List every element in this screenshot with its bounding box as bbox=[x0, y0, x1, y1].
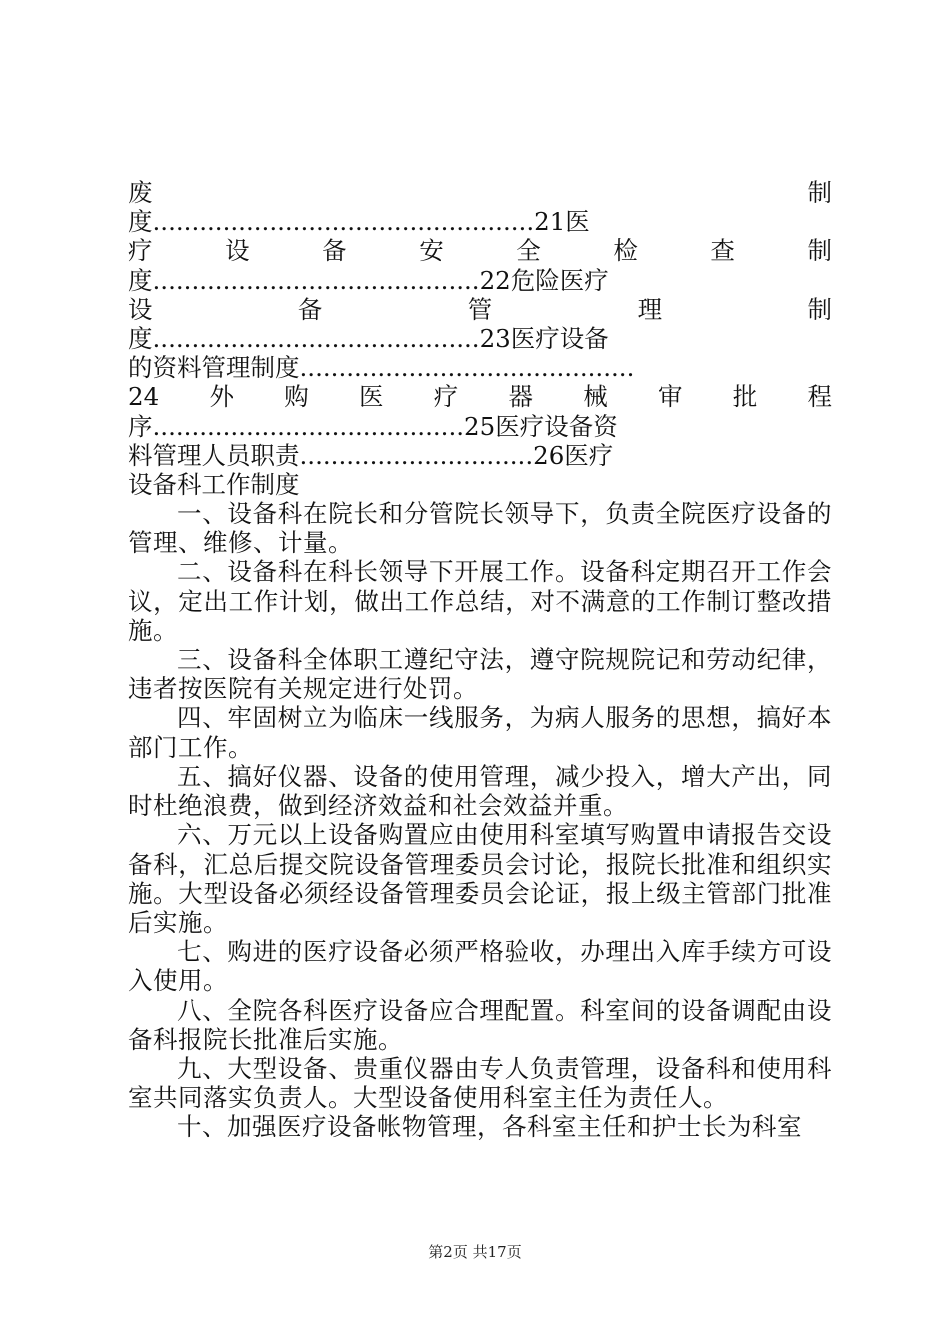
toc-char: 备 bbox=[322, 236, 347, 266]
page-footer: 第2页 共17页 bbox=[428, 1243, 522, 1261]
toc-char: 理 bbox=[637, 294, 663, 324]
toc-char: 24 bbox=[128, 382, 160, 412]
toc-char: 外 bbox=[209, 382, 234, 412]
toc-char: 医 bbox=[358, 382, 384, 412]
toc-char: 备 bbox=[297, 294, 323, 324]
regulation-paragraph: 二、设备科在科长领导下开展工作。设备科定期召开工作会议，定出工作计划，做出工作总结，对不满意的工作制订整改措施。 bbox=[128, 557, 832, 645]
toc-char: 废 bbox=[128, 178, 153, 207]
toc-char: 安 bbox=[419, 236, 444, 266]
toc-line: 度.................................................21医 bbox=[128, 207, 590, 237]
toc-char: 审 bbox=[657, 382, 683, 412]
toc-char: 制 bbox=[807, 294, 832, 324]
toc-line: 设备科工作制度 bbox=[128, 469, 300, 499]
regulation-paragraph: 八、全院各科医疗设备应合理配置。科室间的设备调配由设备科报院长批准后实施。 bbox=[128, 995, 832, 1054]
regulation-paragraph: 七、购进的医疗设备必须严格验收，办理出入库手续方可设入使用。 bbox=[128, 937, 832, 996]
toc-line: 度..........................................22危险医疗 bbox=[128, 265, 609, 295]
toc-char: 械 bbox=[583, 382, 608, 412]
toc-char: 购 bbox=[284, 382, 309, 412]
toc-line bbox=[128, 295, 832, 324]
regulation-paragraph: 三、设备科全体职工遵纪守法，遵守院规院记和劳动纪律，违者按医院有关规定进行处罚。 bbox=[128, 645, 832, 704]
regulation-paragraph: 九、大型设备、贵重仪器由专人负责管理，设备科和使用科室共同落实负责人。大型设备使用科室主任为责任人。 bbox=[128, 1053, 832, 1113]
toc-line: 序........................................25医疗设备资 bbox=[128, 411, 618, 441]
regulation-paragraph: 五、搞好仪器、设备的使用管理，减少投入，增大产出，同时杜绝浪费，做到经济效益和社会效益并重。 bbox=[128, 761, 832, 821]
toc-char: 管 bbox=[467, 294, 493, 324]
toc-char: 设 bbox=[225, 236, 250, 266]
toc-line bbox=[128, 178, 832, 207]
toc-char: 制 bbox=[807, 178, 832, 207]
toc-line: 度..........................................23医疗设备 bbox=[128, 323, 609, 353]
toc-char: 疗 bbox=[433, 382, 459, 412]
toc-char: 设 bbox=[128, 294, 153, 324]
toc-line bbox=[128, 382, 832, 411]
toc-char: 批 bbox=[732, 382, 758, 412]
toc-char: 全 bbox=[516, 236, 541, 266]
regulation-paragraphs bbox=[128, 499, 832, 1141]
regulation-paragraph: 十、加强医疗设备帐物管理，各科室主任和护士长为科室 bbox=[177, 1112, 802, 1142]
toc-char: 检 bbox=[613, 236, 638, 266]
toc-line: 的资料管理制度........................................... bbox=[128, 353, 635, 383]
regulation-paragraph: 四、牢固树立为临床一线服务，为病人服务的思想，搞好本部门工作。 bbox=[128, 703, 832, 762]
toc-char: 制 bbox=[807, 236, 832, 266]
toc-char: 疗 bbox=[128, 236, 153, 266]
document-body bbox=[128, 178, 832, 1142]
toc-char: 器 bbox=[508, 382, 533, 412]
toc-line bbox=[128, 236, 832, 265]
regulation-paragraph: 一、设备科在院长和分管院长领导下，负责全院医疗设备的管理、维修、计量。 bbox=[128, 499, 832, 558]
toc-line: 料管理人员职责..............................26医疗 bbox=[128, 440, 614, 470]
regulation-paragraph: 六、万元以上设备购置应由使用科室填写购置申请报告交设备科，汇总后提交院设备管理委员会讨论，报院长批准和组织实施。大型设备必须经设备管理委员会论证，报上级主管部门批准后实施。 bbox=[128, 820, 832, 937]
table-of-contents bbox=[128, 178, 832, 499]
toc-char: 查 bbox=[710, 236, 735, 266]
toc-char: 程 bbox=[807, 382, 832, 412]
